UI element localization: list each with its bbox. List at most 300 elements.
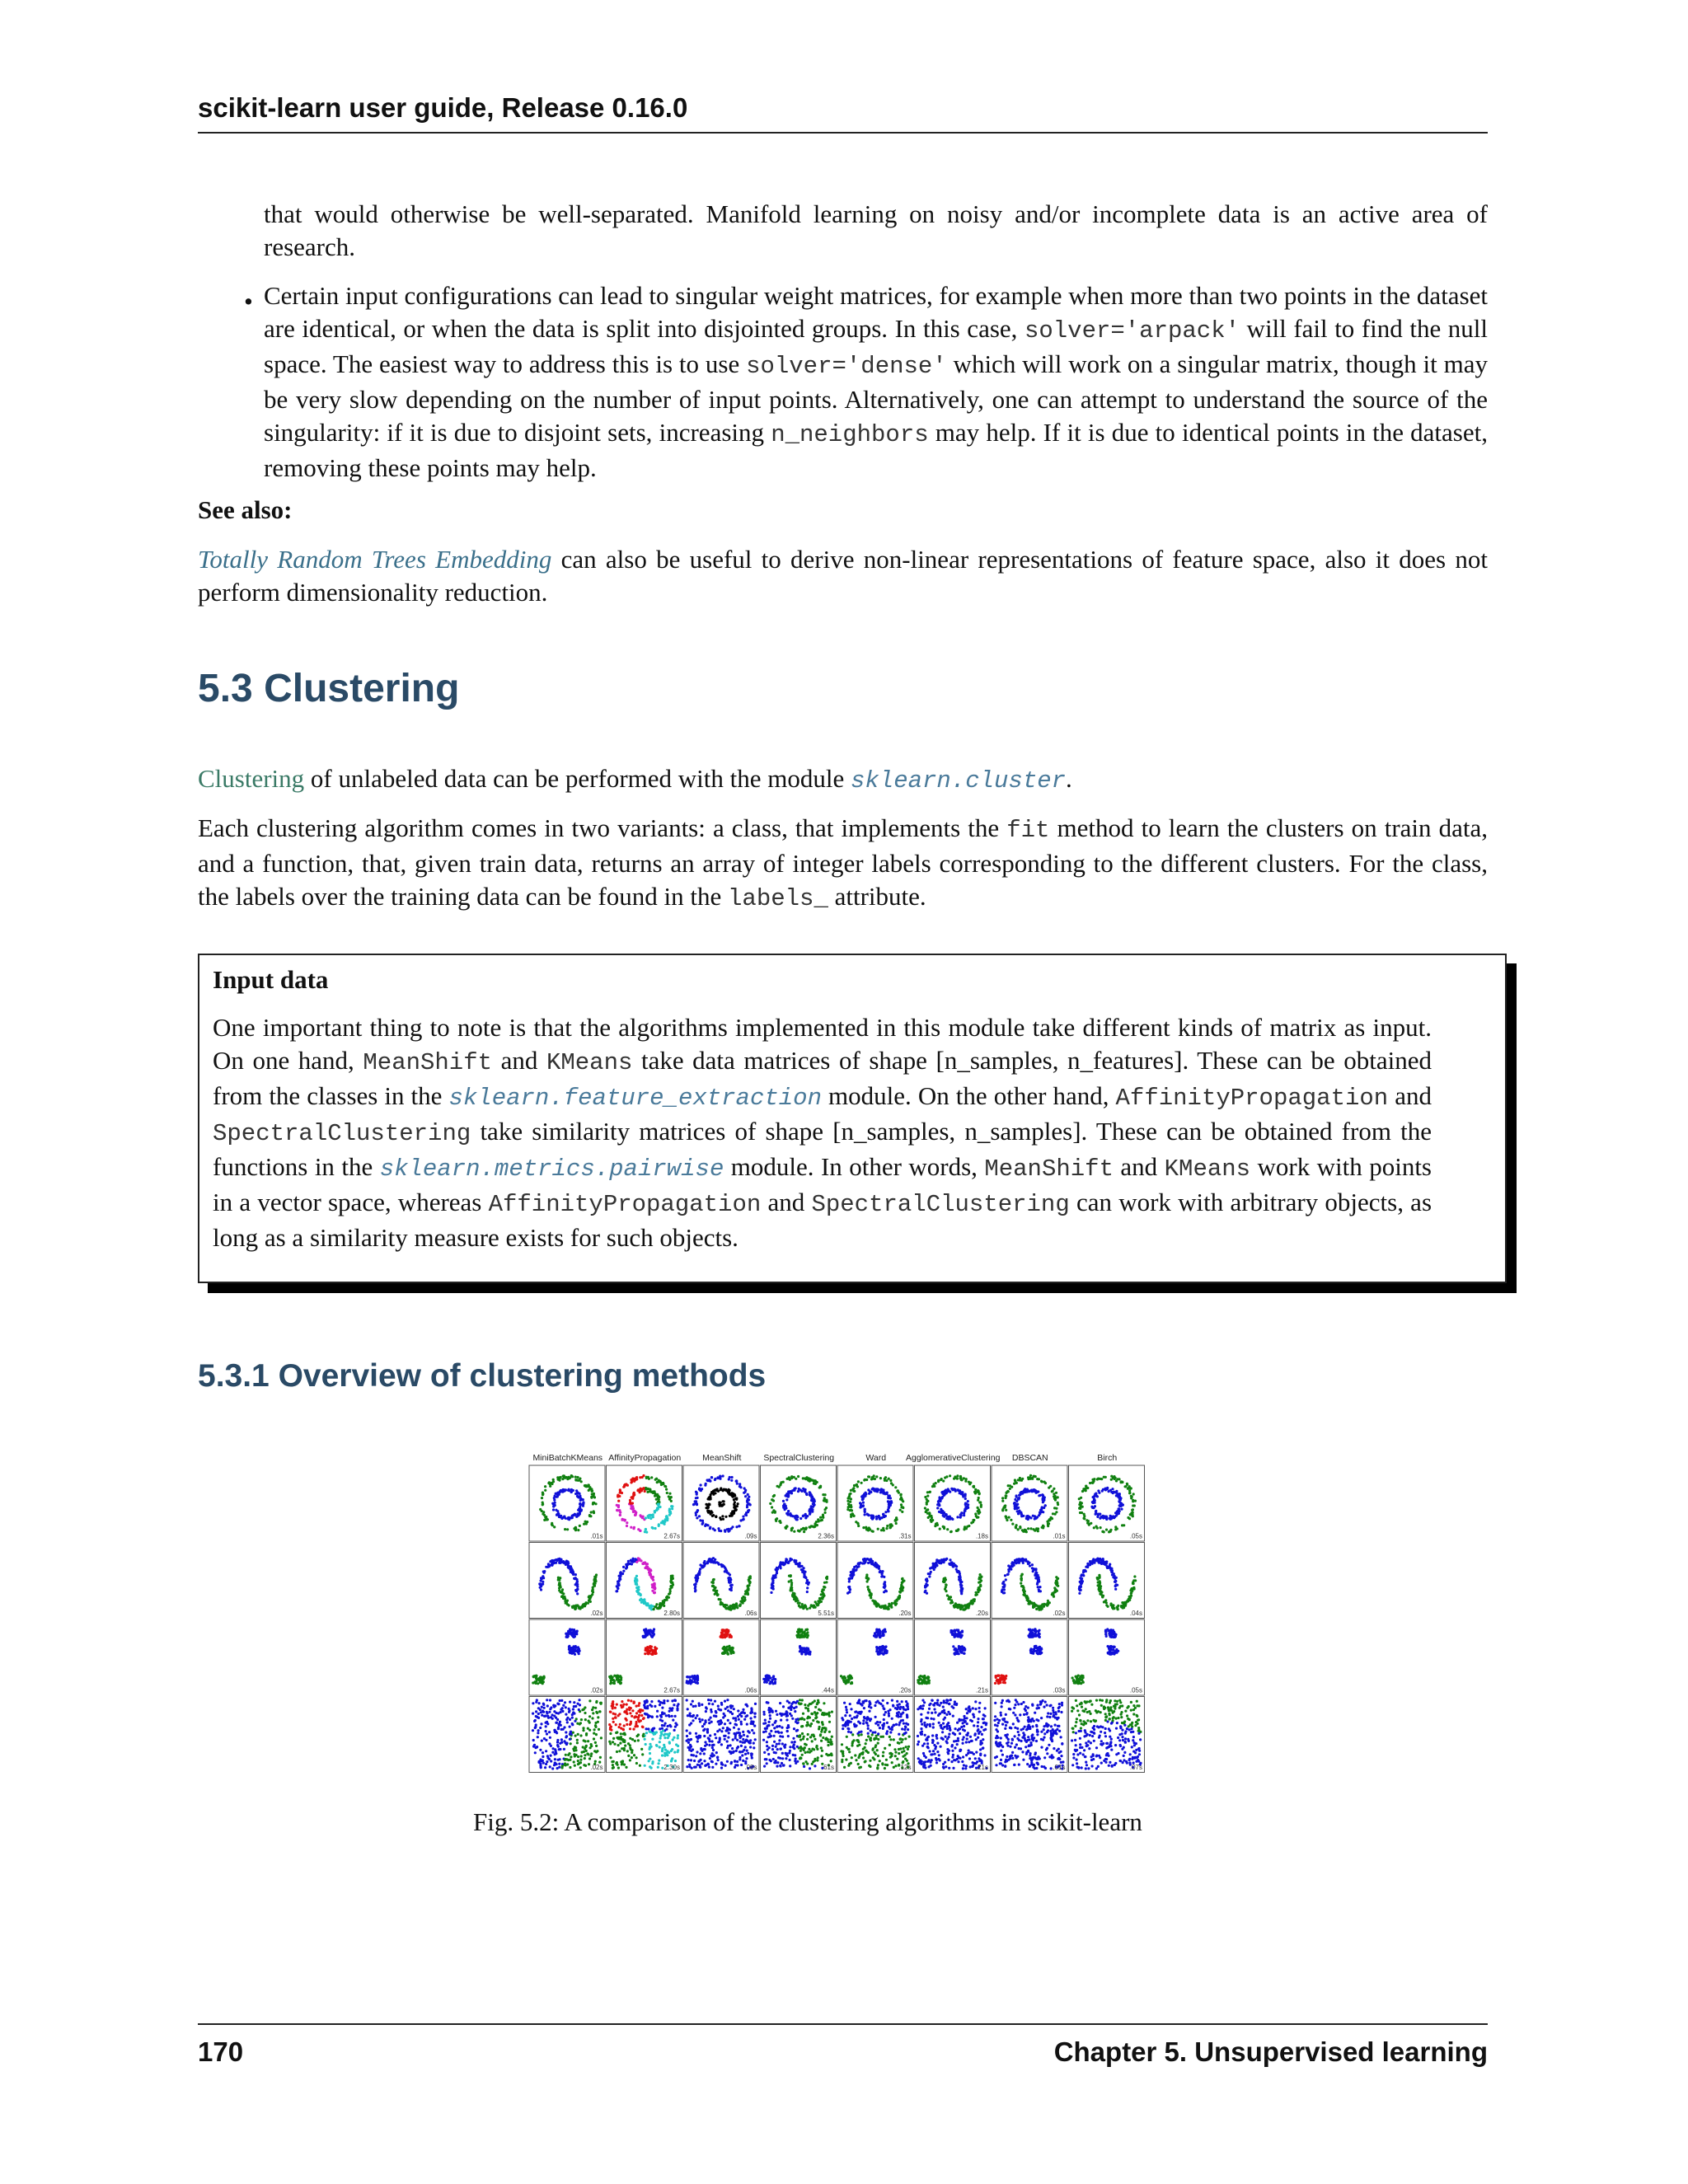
bullet: • <box>244 287 253 316</box>
data-point <box>631 1505 634 1507</box>
data-point <box>735 1603 738 1605</box>
data-point <box>554 1495 556 1497</box>
data-point <box>952 1645 954 1647</box>
data-point <box>609 1756 612 1759</box>
data-point <box>1013 1483 1015 1485</box>
data-point <box>562 1474 565 1477</box>
data-point <box>978 1512 980 1515</box>
data-point <box>809 1510 812 1512</box>
data-point <box>663 1702 665 1704</box>
data-point <box>826 1577 828 1580</box>
data-point <box>1129 1589 1132 1591</box>
data-point <box>637 1489 640 1492</box>
data-point <box>849 1497 851 1500</box>
data-point <box>779 1562 781 1564</box>
data-point <box>1029 1629 1031 1632</box>
data-point <box>772 1495 775 1497</box>
data-point <box>536 1680 538 1682</box>
data-point <box>549 1485 551 1488</box>
data-point <box>1040 1480 1043 1483</box>
data-point <box>597 1721 599 1723</box>
data-point <box>973 1491 976 1493</box>
data-point <box>558 1579 560 1582</box>
data-point <box>580 1508 583 1511</box>
data-point <box>867 1475 870 1478</box>
data-point <box>1096 1527 1099 1530</box>
subplot <box>683 1465 759 1541</box>
data-point <box>654 1479 657 1481</box>
data-point <box>654 1495 656 1497</box>
data-point <box>996 1675 999 1677</box>
data-point <box>686 1675 688 1678</box>
subplot <box>992 1619 1067 1695</box>
data-point <box>545 1763 547 1765</box>
data-point <box>567 1566 570 1568</box>
data-point <box>814 1503 816 1506</box>
data-point <box>726 1652 729 1654</box>
data-point <box>588 1715 591 1718</box>
data-point <box>574 1526 577 1529</box>
data-point <box>788 1581 790 1583</box>
data-point <box>881 1516 884 1519</box>
data-point <box>958 1645 960 1647</box>
data-point <box>621 1700 623 1703</box>
data-point <box>542 1570 545 1572</box>
data-point <box>941 1511 944 1514</box>
data-point <box>785 1525 788 1527</box>
data-point <box>537 1729 540 1732</box>
data-point <box>874 1636 877 1638</box>
data-point <box>1122 1606 1124 1609</box>
data-point <box>553 1504 556 1507</box>
data-point <box>594 1577 597 1580</box>
data-point <box>1100 1516 1103 1518</box>
data-point <box>1132 1582 1134 1585</box>
data-point <box>1037 1530 1039 1532</box>
data-point <box>659 1746 661 1748</box>
data-point <box>570 1650 573 1652</box>
data-point <box>593 1493 595 1495</box>
data-point <box>742 1518 744 1521</box>
data-point <box>727 1648 729 1651</box>
data-point <box>862 1526 865 1529</box>
data-point <box>709 1526 711 1529</box>
data-point <box>960 1647 963 1650</box>
data-point <box>1053 1507 1056 1509</box>
data-point <box>936 1560 939 1563</box>
data-point <box>880 1572 883 1575</box>
data-point <box>1097 1489 1100 1492</box>
data-point <box>855 1521 857 1523</box>
data-point <box>542 1709 544 1712</box>
data-point <box>815 1521 818 1523</box>
data-point <box>808 1582 810 1584</box>
data-point <box>687 1682 689 1685</box>
data-point <box>639 1530 641 1532</box>
data-point <box>1013 1502 1015 1505</box>
data-point <box>541 1714 543 1717</box>
data-point <box>551 1751 554 1754</box>
time-label: .18s <box>975 1532 988 1540</box>
data-point <box>556 1767 559 1769</box>
data-point <box>847 1502 850 1505</box>
data-point <box>1118 1478 1120 1480</box>
data-point <box>542 1577 545 1579</box>
data-point <box>885 1492 888 1494</box>
data-point <box>731 1647 734 1649</box>
data-point <box>737 1502 739 1505</box>
data-point <box>574 1573 577 1576</box>
data-point <box>559 1711 561 1713</box>
data-point <box>560 1591 562 1593</box>
data-point <box>813 1498 815 1501</box>
data-point <box>1114 1588 1117 1591</box>
data-point <box>545 1516 547 1518</box>
data-point <box>809 1607 811 1610</box>
data-point <box>924 1507 926 1509</box>
data-point <box>1110 1571 1113 1573</box>
subplot <box>1069 1465 1145 1541</box>
data-point <box>574 1479 577 1481</box>
data-point <box>1120 1508 1123 1511</box>
data-point <box>668 1593 670 1596</box>
data-point <box>722 1518 724 1521</box>
data-point <box>654 1647 657 1650</box>
subplot <box>607 1619 682 1695</box>
data-point <box>949 1474 951 1477</box>
data-point <box>696 1516 698 1519</box>
data-point <box>570 1652 573 1655</box>
input-data-box <box>198 954 1507 1283</box>
data-point <box>731 1476 734 1479</box>
subplot <box>761 1619 837 1695</box>
data-point <box>695 1514 697 1516</box>
data-point <box>1005 1509 1007 1511</box>
data-point <box>629 1712 631 1714</box>
data-point <box>977 1499 979 1502</box>
data-point <box>551 1767 554 1769</box>
data-point <box>735 1479 738 1482</box>
data-point <box>790 1586 793 1589</box>
data-point <box>1030 1636 1033 1638</box>
data-point <box>1014 1507 1016 1509</box>
data-point <box>902 1586 904 1589</box>
bullet-text-1: Certain input configurations can lead to singular weight matrices, for example when more than two points in the dataset are identical, or when the data is split into disjointed groups. In this case, <box>264 281 1489 343</box>
data-point <box>535 1677 537 1680</box>
data-point <box>566 1717 569 1719</box>
data-point <box>643 1717 645 1719</box>
data-point <box>545 1725 547 1727</box>
data-point <box>1017 1528 1020 1530</box>
data-point <box>1096 1495 1099 1497</box>
data-point <box>627 1742 630 1745</box>
data-point <box>928 1575 931 1577</box>
data-point <box>786 1478 789 1480</box>
data-point <box>577 1648 579 1651</box>
data-point <box>1079 1589 1081 1591</box>
data-point <box>629 1501 631 1503</box>
data-point <box>1055 1492 1057 1494</box>
data-point <box>1053 1488 1055 1490</box>
data-point <box>534 1719 537 1722</box>
data-point <box>645 1743 647 1746</box>
data-point <box>746 1506 748 1508</box>
data-point <box>937 1500 940 1502</box>
data-point <box>696 1503 698 1506</box>
data-point <box>734 1493 736 1496</box>
code-labels: labels_ <box>728 885 828 912</box>
data-point <box>1034 1517 1037 1520</box>
data-point <box>540 1766 542 1769</box>
data-point <box>823 1586 826 1588</box>
data-point <box>649 1758 651 1760</box>
data-point <box>558 1763 560 1765</box>
data-point <box>749 1575 752 1577</box>
subplot <box>915 1619 991 1695</box>
box-text-11: can work with arbitrary objects, as long as a similarity measure exists for such objects. <box>213 1188 1432 1252</box>
link-clustering[interactable]: Clustering <box>198 764 305 793</box>
data-point <box>564 1596 566 1599</box>
data-point <box>729 1588 731 1591</box>
data-point <box>582 1603 584 1605</box>
data-point <box>585 1745 588 1747</box>
data-point <box>712 1491 715 1493</box>
data-point <box>1099 1478 1101 1480</box>
data-point <box>903 1580 905 1582</box>
data-point <box>957 1606 959 1609</box>
data-point <box>901 1511 903 1513</box>
data-point <box>574 1606 577 1609</box>
data-point <box>806 1647 809 1650</box>
data-point <box>956 1650 959 1652</box>
data-point <box>961 1605 964 1608</box>
data-point <box>810 1497 813 1499</box>
data-point <box>959 1475 962 1478</box>
data-point <box>1040 1648 1043 1651</box>
time-label: .21s <box>975 1686 988 1694</box>
subplot <box>837 1619 913 1695</box>
data-point <box>540 1722 542 1725</box>
data-point <box>724 1529 726 1531</box>
data-point <box>818 1486 821 1488</box>
data-point <box>1007 1568 1010 1571</box>
data-point <box>1029 1516 1032 1519</box>
data-point <box>558 1766 560 1769</box>
data-point <box>552 1508 555 1511</box>
data-point <box>564 1701 566 1704</box>
data-point <box>1094 1559 1096 1562</box>
data-point <box>546 1518 549 1521</box>
data-point <box>707 1560 710 1563</box>
data-point <box>889 1479 892 1482</box>
data-point <box>729 1489 731 1492</box>
data-point <box>1054 1495 1057 1497</box>
data-point <box>729 1476 731 1479</box>
data-point <box>584 1712 586 1714</box>
data-point <box>1080 1497 1082 1499</box>
input-data-body <box>213 1011 1432 1254</box>
data-point <box>587 1720 589 1722</box>
data-point <box>791 1595 794 1597</box>
data-point <box>729 1650 732 1652</box>
data-point <box>738 1485 741 1488</box>
data-point <box>960 1514 963 1516</box>
data-point <box>1134 1500 1137 1502</box>
data-point <box>855 1484 857 1487</box>
data-point <box>677 1734 679 1736</box>
data-point <box>546 1722 549 1725</box>
data-point <box>1109 1489 1112 1492</box>
data-point <box>568 1604 570 1606</box>
data-point <box>926 1508 929 1511</box>
data-point <box>668 1493 671 1495</box>
time-label: .20s <box>898 1610 912 1617</box>
data-point <box>584 1765 587 1767</box>
data-point <box>994 1682 996 1685</box>
data-point <box>850 1682 852 1685</box>
data-point <box>574 1493 577 1495</box>
data-point <box>559 1585 561 1587</box>
data-point <box>879 1477 882 1479</box>
data-point <box>842 1676 844 1679</box>
link-random-trees-embedding[interactable]: Totally Random Trees Embedding <box>198 545 552 574</box>
data-point <box>748 1579 750 1582</box>
data-point <box>674 1715 677 1718</box>
data-point <box>574 1583 577 1586</box>
data-point <box>694 1590 696 1592</box>
data-point <box>579 1734 582 1736</box>
data-point <box>1031 1602 1034 1605</box>
data-point <box>559 1562 561 1564</box>
data-point <box>884 1476 887 1479</box>
link-metrics-pairwise[interactable]: sklearn.metrics.pairwise <box>379 1155 724 1183</box>
data-point <box>805 1582 808 1584</box>
data-point <box>1117 1496 1119 1498</box>
data-point <box>797 1563 799 1566</box>
column-title: SpectralClustering <box>763 1453 835 1463</box>
column-title: MiniBatchKMeans <box>532 1453 603 1463</box>
data-point <box>927 1572 930 1575</box>
data-point <box>651 1514 654 1516</box>
data-point <box>658 1525 660 1527</box>
data-point <box>1034 1574 1036 1577</box>
data-point <box>797 1475 799 1478</box>
data-point <box>725 1607 728 1610</box>
data-point <box>1133 1575 1136 1577</box>
data-point <box>804 1633 806 1635</box>
data-point <box>859 1562 861 1564</box>
data-point <box>976 1593 978 1596</box>
data-point <box>612 1707 614 1709</box>
data-point <box>1100 1526 1102 1529</box>
data-point <box>696 1509 699 1511</box>
data-point <box>1093 1526 1095 1529</box>
data-point <box>1085 1566 1087 1568</box>
data-point <box>1042 1495 1044 1497</box>
data-point <box>803 1528 805 1530</box>
data-point <box>645 1488 648 1490</box>
data-point <box>1080 1579 1082 1582</box>
data-point <box>653 1608 655 1610</box>
data-point <box>926 1503 928 1506</box>
data-point <box>960 1635 963 1638</box>
data-point <box>588 1597 591 1600</box>
data-point <box>890 1606 893 1609</box>
link-feature-extraction[interactable]: sklearn.feature_extraction <box>448 1085 822 1112</box>
data-point <box>1004 1574 1006 1577</box>
data-point <box>1038 1629 1040 1632</box>
data-point <box>657 1495 659 1497</box>
data-point <box>1101 1561 1104 1563</box>
data-point <box>1031 1490 1034 1493</box>
data-point <box>875 1564 878 1567</box>
time-label: .02s <box>1053 1610 1066 1617</box>
data-point <box>688 1676 691 1679</box>
data-point <box>1008 1516 1010 1519</box>
data-point <box>695 1676 697 1679</box>
data-point <box>654 1527 657 1530</box>
data-point <box>700 1489 702 1492</box>
link-sklearn-cluster[interactable]: sklearn.cluster <box>850 767 1067 794</box>
data-point <box>892 1483 894 1486</box>
data-point <box>574 1735 577 1737</box>
code-kmeans-2: KMeans <box>1164 1155 1251 1183</box>
data-point <box>734 1509 736 1511</box>
data-point <box>901 1498 903 1501</box>
data-point <box>641 1516 644 1519</box>
data-point <box>799 1565 801 1568</box>
data-point <box>626 1525 628 1527</box>
data-point <box>716 1476 719 1479</box>
data-point <box>972 1602 974 1605</box>
data-point <box>965 1507 968 1510</box>
data-point <box>704 1484 706 1487</box>
data-point <box>591 1708 593 1711</box>
data-point <box>556 1722 558 1724</box>
data-point <box>895 1522 898 1525</box>
data-point <box>573 1577 575 1580</box>
data-point <box>1025 1560 1028 1563</box>
data-point <box>891 1525 893 1527</box>
data-point <box>632 1728 635 1731</box>
data-point <box>980 1506 982 1508</box>
data-point <box>648 1571 650 1573</box>
data-point <box>824 1511 827 1514</box>
data-point <box>824 1493 827 1496</box>
time-label: .20s <box>975 1610 988 1617</box>
data-point <box>546 1755 549 1757</box>
data-point <box>593 1585 596 1587</box>
data-point <box>1118 1493 1121 1495</box>
data-point <box>1105 1529 1108 1531</box>
data-point <box>594 1707 597 1709</box>
data-point <box>771 1577 774 1579</box>
data-point <box>540 1679 542 1681</box>
data-point <box>1027 1597 1029 1600</box>
data-point <box>956 1516 959 1518</box>
data-point <box>650 1476 653 1479</box>
data-point <box>655 1652 658 1655</box>
data-point <box>645 1528 647 1530</box>
data-point <box>1039 1605 1042 1608</box>
data-point <box>924 1590 926 1592</box>
code-fit: fit <box>1006 817 1050 844</box>
data-point <box>716 1593 719 1596</box>
data-point <box>951 1633 954 1636</box>
data-point <box>926 1584 929 1586</box>
data-point <box>626 1566 628 1568</box>
data-point <box>588 1757 591 1760</box>
